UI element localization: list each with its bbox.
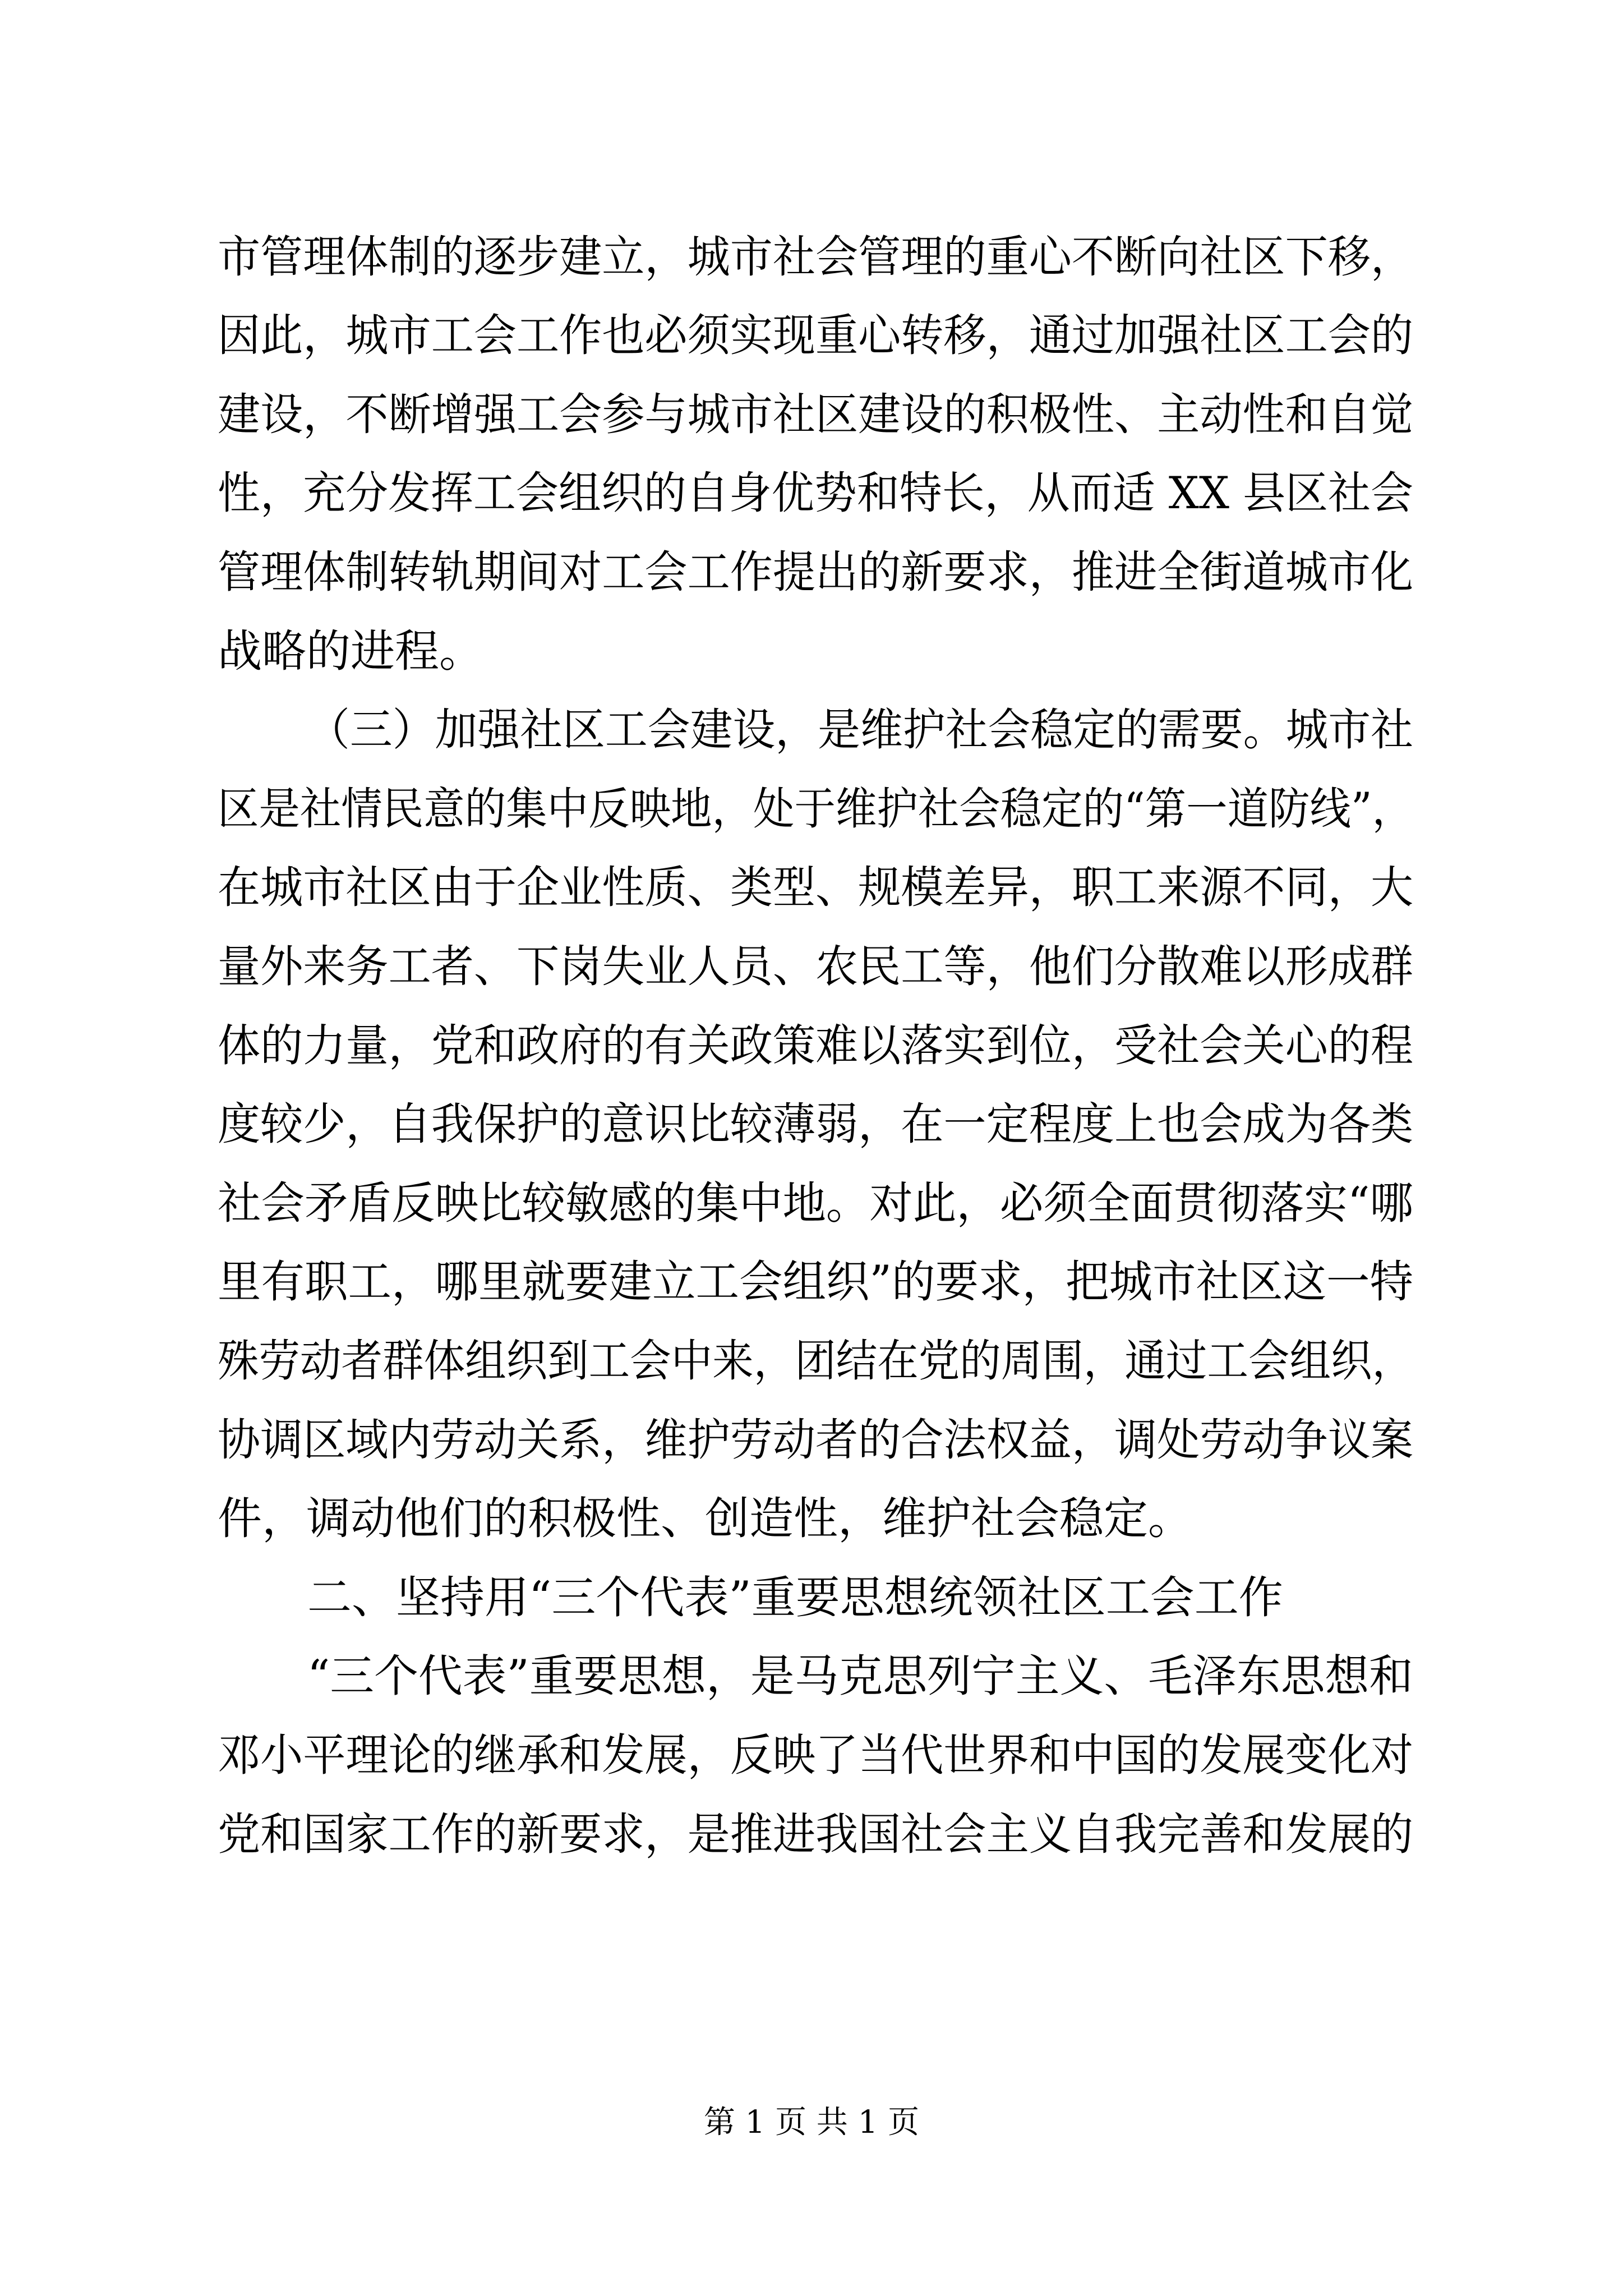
text-line: （三）加强社区工会建设，是维护社会稳定的需要。城市社 — [307, 704, 1413, 756]
text-line: 战略的进程。 — [218, 625, 483, 677]
text-line: 里有职工，哪里就要建立工会组织”的要求，把城市社区这一特 — [218, 1256, 1413, 1308]
text-line: 党和国家工作的新要求，是推进我国社会主义自我完善和发展的 — [218, 1809, 1413, 1860]
text-line: 因此，城市工会工作也必须实现重心转移，通过加强社区工会的 — [218, 310, 1413, 361]
page-number: 第 1 页 共 1 页 — [703, 2104, 920, 2141]
text-line: 管理体制转轨期间对工会工作提出的新要求，推进全街道城市化 — [218, 546, 1413, 598]
page-footer — [0, 2100, 1623, 2145]
text-line: 建设，不断增强工会参与城市社区建设的积极性、主动性和自觉 — [218, 389, 1413, 440]
text-line: 在城市社区由于企业性质、类型、规模差异，职工来源不同，大 — [218, 862, 1413, 913]
text-line: 体的力量，党和政府的有关政策难以落实到位，受社会关心的程 — [218, 1020, 1413, 1071]
text-line: 性，充分发挥工会组织的自身优势和特长，从而适 XX 县区社会 — [218, 467, 1413, 519]
text-line: 量外来务工者、下岗失业人员、农民工等，他们分散难以形成群 — [218, 941, 1413, 992]
text-line: 邓小平理论的继承和发展，反映了当代世界和中国的发展变化对 — [218, 1729, 1413, 1781]
text-line: 度较少，自我保护的意识比较薄弱，在一定程度上也会成为各类 — [218, 1098, 1413, 1150]
text-line: 协调区域内劳动关系，维护劳动者的合法权益，调处劳动争议案 — [218, 1414, 1413, 1466]
text-line: “三个代表”重要思想，是马克思列宁主义、毛泽东思想和 — [307, 1650, 1413, 1702]
text-line: 殊劳动者群体组织到工会中来，团结在党的周围，通过工会组织， — [218, 1335, 1413, 1387]
text-line: 市管理体制的逐步建立，城市社会管理的重心不断向社区下移， — [218, 231, 1413, 283]
text-line: 社会矛盾反映比较敏感的集中地。对此，必须全面贯彻落实“哪 — [218, 1177, 1413, 1229]
section-heading: 二、坚持用“三个代表”重要思想统领社区工会工作 — [307, 1572, 1283, 1623]
text-line: 件，调动他们的积极性、创造性，维护社会稳定。 — [218, 1493, 1192, 1544]
text-line: 区是社情民意的集中反映地，处于维护社会稳定的“第一道防线”， — [218, 783, 1413, 835]
